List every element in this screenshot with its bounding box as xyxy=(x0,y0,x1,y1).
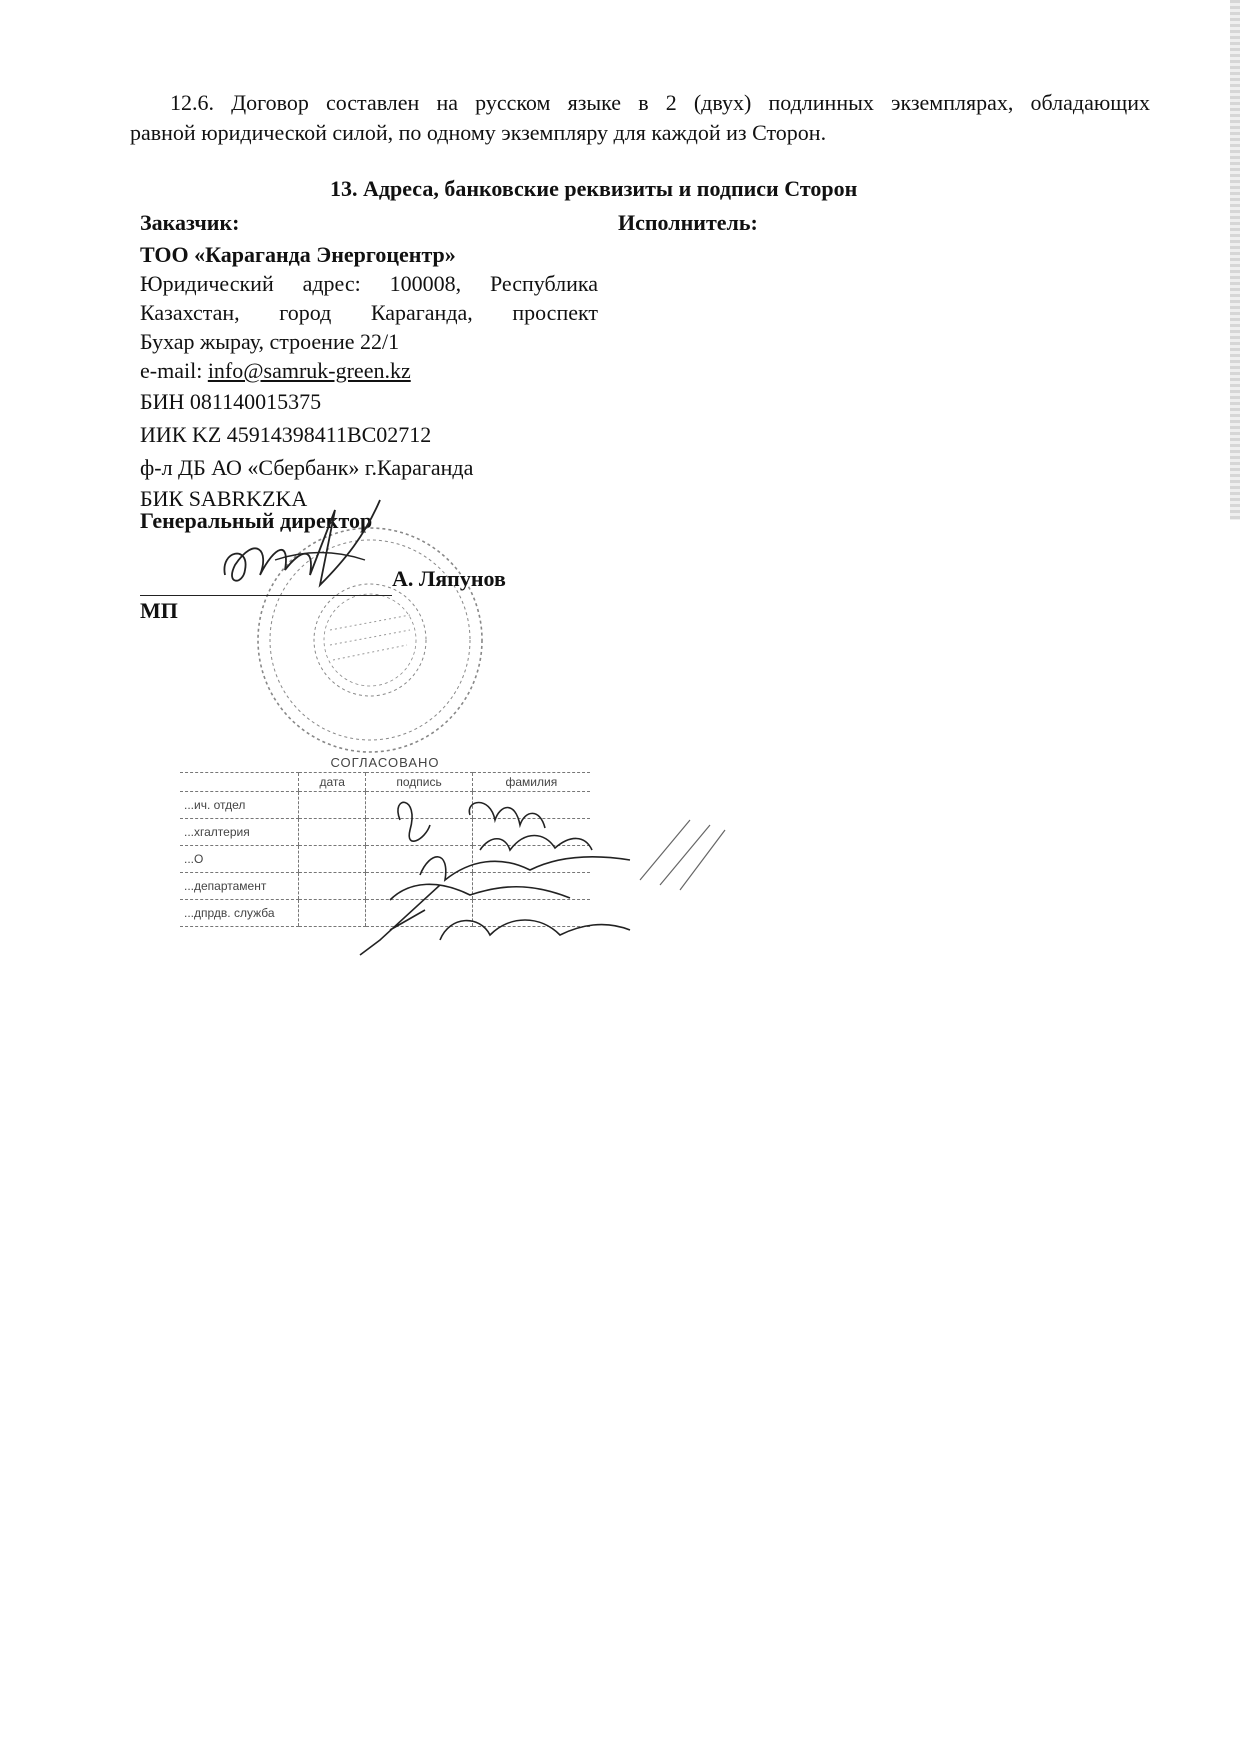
scan-edge xyxy=(1230,0,1240,520)
seal-place-label: МП xyxy=(140,598,178,623)
bank: ф-л ДБ АО «Сбербанк» г.Караганда xyxy=(140,455,474,480)
customer-org: ТОО «Караганда Энергоцентр» xyxy=(140,242,456,267)
approval-header-row xyxy=(180,773,590,792)
approval-row-label: ...ич. отдел xyxy=(180,792,299,819)
approval-row-label: ...дпрдв. служба xyxy=(180,900,299,927)
approval-row-label: ...О xyxy=(180,846,299,873)
signature-line xyxy=(140,595,392,596)
director-name: А. Ляпунов xyxy=(392,566,506,591)
approval-signatures-icon xyxy=(330,790,780,970)
director-title: Генеральный директор xyxy=(140,508,373,533)
address-line-2: Казахстан, город Караганда, проспект xyxy=(140,300,598,325)
approval-header-blank xyxy=(180,773,299,792)
address-line-1: Юридический адрес: 100008, Республика xyxy=(140,271,598,296)
contractor-label: Исполнитель: xyxy=(618,210,758,235)
approval-row-label: ...хгалтерия xyxy=(180,819,299,846)
email-label: e-mail: xyxy=(140,358,208,383)
approval-col-date: дата xyxy=(299,773,366,792)
approval-row-label: ...департамент xyxy=(180,873,299,900)
address-line-3: Бухар жырау, строение 22/1 xyxy=(140,329,400,354)
clause-12-6 xyxy=(130,88,1150,148)
iik: ИИК KZ 45914398411BC02712 xyxy=(140,422,432,447)
email-link[interactable]: info@samruk-green.kz xyxy=(207,358,411,383)
director-signature-icon xyxy=(215,490,415,610)
bik: БИК SABRKZKA xyxy=(140,486,308,511)
approval-col-surname: фамилия xyxy=(472,773,590,792)
customer-details xyxy=(140,240,598,513)
section-heading: 13. Адреса, банковские реквизиты и подписи Сторон xyxy=(330,176,858,201)
customer-label: Заказчик: xyxy=(140,210,240,235)
email-row xyxy=(140,356,598,385)
clause-line-1: 12.6. Договор составлен на русском языке в 2 (двух) подлинных экземплярах, обладающих xyxy=(170,90,1150,115)
clause-line-2: равной юридической силой, по одному экземпляру для каждой из Сторон. xyxy=(130,120,827,145)
approval-title: СОГЛАСОВАНО xyxy=(330,755,440,770)
bin: БИН 081140015375 xyxy=(140,389,322,414)
approval-col-signature: подпись xyxy=(366,773,472,792)
